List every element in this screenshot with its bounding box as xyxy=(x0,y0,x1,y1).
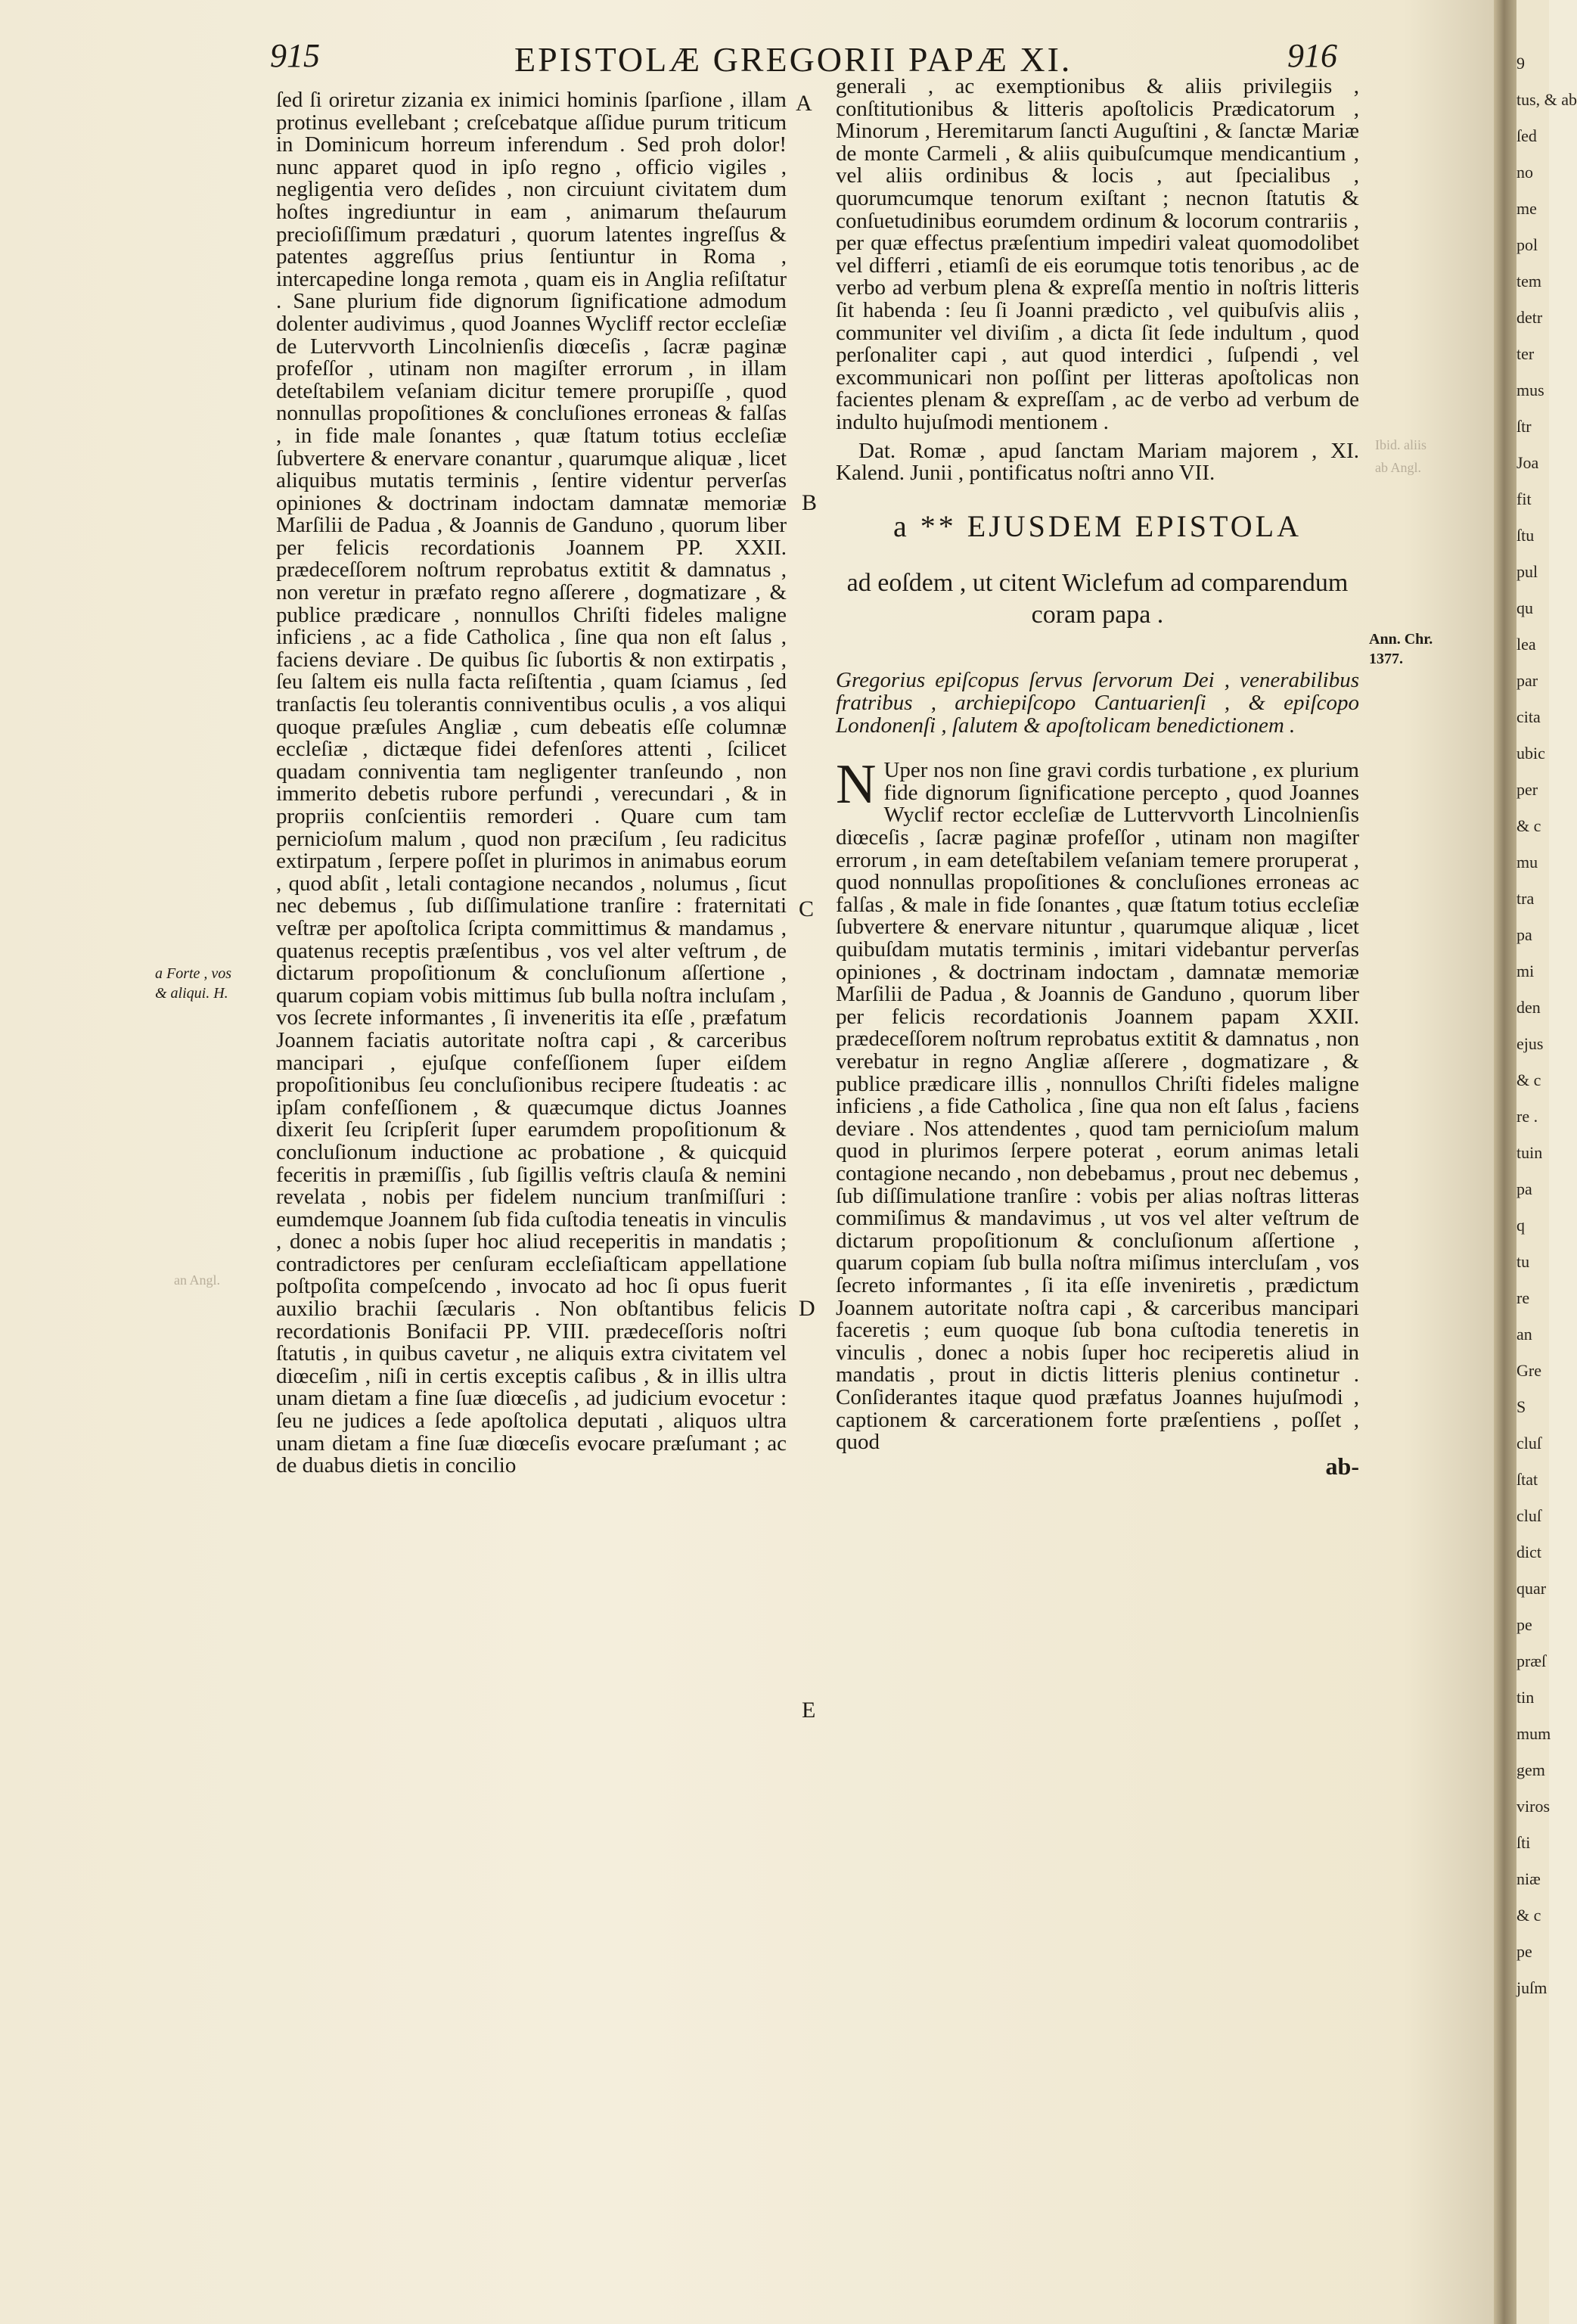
left-margin-note-line1: a Forte , vos xyxy=(155,965,232,982)
adjacent-page-fragment: re . xyxy=(1516,1107,1538,1126)
section-heading: a ** EJUSDEM EPISTOLA xyxy=(893,508,1302,543)
left-margin-note xyxy=(155,964,276,1003)
right-margin-note-line2: 1377. xyxy=(1369,651,1403,667)
adjacent-page-fragment: ubic xyxy=(1516,744,1545,763)
adjacent-page-fragment: pul xyxy=(1516,562,1538,581)
right-margin-note xyxy=(1369,629,1486,669)
right-column-text1: generali , ac exemptionibus & aliis privilegiis , conſtitutionibus & litteris apoſtolicis Prædicatorum , Minorum , Heremitarum ſancti Auguſtini , & ſanctæ Mariæ de monte Carmeli , & aliis quibuſcumque mendicantium , vel aliis ordinibus & locis , aut ſpecialibus , quorumcumque tenorum exiſtant ; necnon ſtatutis & conſuetudinibus eorumdem ordinum & locorum contrariis , per quæ effectus præſentium impediri valeat quomodolibet vel differri , etiamſi de eis eorumque totis tenoribus , ac de verbo ad verbum plena & expreſſa mentio in noſtris litteris ſit habenda : ſeu ſi Joanni prædicto , vel quibuſvis aliis , communiter vel diviſim , a dicta ſit ſede indultum , quod perſonaliter capi , aut quod interdici , ſuſpendi , vel excommunicari non poſſint per litteras apoſtolicas non facientes plenam & expreſſam , ac de verbo ad verbum de indulto hujuſmodi mentionem . xyxy=(836,74,1359,434)
adjacent-page-fragment: & c xyxy=(1516,1070,1541,1089)
adjacent-page-fragment: detr xyxy=(1516,308,1543,327)
letter-body-text: Uper nos non ſine gravi cordis turbatione , ex plurium fide dignorum ſignificatione percepto , quod Joannes Wyclif rector eccleſiæ de Luttervvorth Lincolnienſis diœceſis , ſacræ paginæ profeſſor , utinam non magiſter errorum , in eam deteſtabilem veſaniam temere proruperat , quod nonnullas propoſitiones & concluſiones erroneas ac falſas , & male in fide ſonantes , quæ ſtatum totius eccleſiæ ſubvertere & enervare nituntur , quarumque aliquæ , licet quibuſdam mutatis terminis , imitari videbantur perverſas opiniones , & doctrinam indoctam , damnatæ memoriæ Marſilii de Padua , & Joannis de Ganduno , quorum liber per felicis recordationis Joannem papam XXII. prædeceſſorem noſtrum reprobatus extitit & damnatus , non verebatur in regno Angliæ aſſerere , dogmatizare , & publice prædicare illis , nonnullos Chriſti fideles maligne inficiens , a fide Catholica , ſine qua non eſt ſalus , faciens deviare . Nos attendentes , quod tam pernicioſum malum quod in plurimos ſerpere poterat , eorum animas letali contagione necando , non debebamus , prout nec debemus , ſub diſſimulatione tranſire : vobis per alias noſtras litteras commiſimus & mandavimus , ut vos vel alter veſtrum de dictarum propoſitionum & concluſionum aſſertione , quarum copiam ſub bulla noſtra miſimus intercluſam , vos ſecreto informantes , ſi ita eſſe inveniretis , prædictum Joannem autoritate noſtra capi , & carceribus mancipari faceretis ; eum quoque ſub bona cuſtodia teneretis in vinculis , donec a nobis ſuper hoc reciperetis aliud in mandatis , prout in dictis litteris plenius continetur . Conſiderantes itaque quod præfatus Joannes hujuſmodi , captionem & carcerationem forte præſentiens , poſſet , quod xyxy=(836,758,1359,1455)
adjacent-page-fragment: 9 xyxy=(1516,54,1525,73)
adjacent-page-fragment: tin xyxy=(1516,1688,1535,1707)
adjacent-page-fragment: ſti xyxy=(1516,1833,1531,1852)
adjacent-page-fragment: quar xyxy=(1516,1579,1547,1598)
adjacent-page-fragment: cluſ xyxy=(1516,1506,1541,1525)
page-number-left: 915 xyxy=(270,37,320,74)
adjacent-page-fragment: tu xyxy=(1516,1252,1530,1271)
adjacent-page-fragment: præſ xyxy=(1516,1651,1547,1670)
adjacent-page-fragment: re xyxy=(1516,1288,1530,1307)
adjacent-page-fragment: qu xyxy=(1516,598,1533,617)
adjacent-page-fragment: tem xyxy=(1516,272,1541,290)
bleed-through-text-1: Ibid. aliis xyxy=(1375,437,1426,452)
bleed-through-text-3: an Angl. xyxy=(174,1272,220,1288)
page-number-right: 916 xyxy=(1287,37,1337,74)
adjacent-page-fragment: ter xyxy=(1516,344,1535,363)
adjacent-page-fragment: viros xyxy=(1516,1797,1550,1816)
adjacent-page-fragment: pe xyxy=(1516,1615,1532,1634)
right-margin-note-line1: Ann. Chr. xyxy=(1369,631,1433,648)
running-title: EPISTOLÆ GREGORII PAPÆ XI. xyxy=(514,40,1073,79)
adjacent-page-fragment: ſtr xyxy=(1516,417,1532,436)
adjacent-page-fragment: pe xyxy=(1516,1942,1532,1961)
adjacent-page-fragment: no xyxy=(1516,163,1533,182)
bleed-through-text-2: ab Angl. xyxy=(1375,460,1421,475)
adjacent-page-fragment: juſm xyxy=(1516,1978,1548,1997)
left-margin-note-line2: & aliqui. H. xyxy=(155,985,228,1002)
adjacent-page-fragment: me xyxy=(1516,199,1537,218)
adjacent-page-fragment: pa xyxy=(1516,1179,1532,1198)
adjacent-page-fragment: ejus xyxy=(1516,1034,1544,1053)
adjacent-page-fragment: mus xyxy=(1516,381,1544,399)
adjacent-page-fragment: tuin xyxy=(1516,1143,1543,1162)
column-letter-b: B xyxy=(802,490,818,515)
adjacent-page-fragment: fit xyxy=(1516,489,1532,508)
column-letter-c: C xyxy=(799,896,815,921)
book-gutter xyxy=(1494,0,1516,2324)
section-subheading: ad eoſdem , ut citent Wiclefum ad comparendum coram papa . xyxy=(846,569,1349,629)
catchword: ab- xyxy=(1325,1452,1359,1480)
adjacent-page-fragment: & c xyxy=(1516,816,1541,835)
adjacent-page-fragment: gem xyxy=(1516,1760,1545,1779)
adjacent-page-edge xyxy=(1516,0,1577,2324)
column-letter-a: A xyxy=(796,91,812,116)
adjacent-page-fragment: mum xyxy=(1516,1724,1551,1743)
adjacent-page-fragment: den xyxy=(1516,998,1541,1017)
adjacent-page-fragments xyxy=(1516,45,1577,2006)
adjacent-page-fragment: an xyxy=(1516,1325,1532,1344)
column-letter-d: D xyxy=(799,1296,815,1321)
adjacent-page-fragment: pol xyxy=(1516,235,1538,254)
adjacent-page-fragment: per xyxy=(1516,780,1538,799)
adjacent-page-fragment: & c xyxy=(1516,1906,1541,1925)
adjacent-page-fragment: niæ xyxy=(1516,1869,1541,1888)
adjacent-page-fragment: cita xyxy=(1516,707,1541,726)
right-text-column xyxy=(836,74,1359,1480)
adjacent-page-fragment: tra xyxy=(1516,889,1535,908)
adjacent-page-fragment: mi xyxy=(1516,962,1535,980)
dating-clause: Dat. Romæ , apud ſanctam Mariam majorem , XI. Kalend. Junii , pontificatus noſtri anno VII. xyxy=(836,438,1359,486)
adjacent-page-fragment: ſtu xyxy=(1516,526,1535,545)
adjacent-page-fragment: lea xyxy=(1516,635,1536,654)
adjacent-page-fragment: pa xyxy=(1516,925,1532,944)
adjacent-page-fragment: q xyxy=(1516,1216,1525,1235)
adjacent-page-fragment: mu xyxy=(1516,853,1538,872)
left-column-text: ſed ſi oriretur zizania ex inimici hominis ſparſione , illam protinus evellebant ; creſcebatque aſſidue purum triticum in Dominicum horreum inferendum . Sed proh dolor! nunc apparet quod in ipſo regno , officio vigiles , negligentia vero deſides , non circuiunt civitatem dum hoſtes ingrediuntur in eam , animarum theſaurum precioſiſſimum prædaturi , quorum latentes ingreſſus & patentes aggreſſus prius ſentiuntur in Roma , intercapedine longa remota , quam eis in Anglia reſiſtatur . Sane plurium fide dignorum ſignificatione admodum dolenter audivimus , quod Joannes Wycliff rector eccleſiæ de Lutervvorth Lincolnienſis diœceſis , ſacræ paginæ profeſſor , utinam non magiſter errorum , in illam deteſtabilem veſaniam dicitur temere prorupiſſe , quod nonnullas propoſitiones & concluſiones erroneas & falſas , in fide male ſonantes , quæ ſtatum totius eccleſiæ ſubvertere & enervare conantur , quarumque aliquæ , licet aliquibus mutatis terminis , ſentire videntur perverſas opiniones & doctrinam indoctam damnatæ memoriæ Marſilii de Padua , & Joannis de Ganduno , quorum liber per felicis recordationis Joannem PP. XXII. prædeceſſorem noſtrum reprobatus extitit & damnatus , non veretur in præfato regno aſſerere , dogmatizare , & publice prædicare , nonnullos Chriſti fideles maligne inficiens , ac a fide Catholica , ſine qua non eſt ſalus , faciens deviare . De quibus ſic ſubortis & non extirpatis , ſeu ſaltem eis nulla facta reſiſtentia , quam ſciamus , ſed tranſactis ſeu tolerantis conniventibus oculis , a vos aliqui quoque præſules Angliæ , cum debeatis eſſe columnæ eccleſiæ , dictæque fidei defenſores attenti , ſcilicet quadam conniventia tam negligenter tranſeundo , non immerito debetis rubore perfundi , verecundari , & in propriis conſcientiis remorderi . Quare cum tam pernicioſum malum , quod non præciſum , ſeu radicitus extirpatum , ſerpere poſſet in plurimos in animabus eorum , quod abſit , letali contagione necandos , nolumus , ſicut nec debemus , ſub diſſimulatione tranſire : fraternitati veſtræ per apoſtolica ſcripta committimus & mandamus , quatenus receptis præſentibus , vos vel alter veſtrum , de dictarum propoſitionum & concluſionum aſſertione , quarum copiam vobis mittimus ſub bulla noſtra incluſam , vos ſecrete informantes , ſi inveneritis ita eſſe , præfatum Joannem faciatis autoritate noſtra capi , & carceribus mancipari , ejuſque confeſſionem ſuper eiſdem propoſitionibus ſeu concluſionibus recipere ſtudeatis : ac ipſam confeſſionem , & quæcumque dictus Joannes dixerit ſeu ſcripſerit ſuper earumdem propoſitionum & concluſionum inductione ac probatione , & quicquid feceritis in præmiſſis , ſub ſigillis veſtris clauſa & nemini revelata , nobis per fidelem nuncium tranſmiſſuri : eumdemque Joannem ſub fida cuſtodia teneatis in vinculis , donec a nobis ſuper hoc aliud receperitis in mandatis ; contradictores per cenſuram eccleſiaſticam appellatione poſtpoſita compeſcendo , invocato ad hoc ſi opus fuerit auxilio brachii ſæcularis . Non obſtantibus felicis recordationis Bonifacii PP. VIII. prædeceſſoris noſtri ſtatutis , in quibus cavetur , ne aliquis extra civitatem vel diœceſim , niſi in certis exceptis caſibus , & in illis ultra unam dietam a fine ſuæ diœceſis , ad judicium evocetur : ſeu ne judices a ſede apoſtolica deputati , aliquos ultra unam dietam a fine ſuæ diœceſis evocare præſumant ; ac de duabus dietis in concilio xyxy=(276,88,787,1478)
adjacent-page-fragment: Joa xyxy=(1516,453,1539,472)
salutation-address: Gregorius epiſcopus ſervus ſervorum Dei , venerabilibus fratribus , archiepiſcopo Cantuarienſi , & epiſcopo Londonenſi , ſalutem & apoſtolicam benedictionem . xyxy=(836,668,1359,738)
adjacent-page-fragment: tus, & ab xyxy=(1516,90,1577,109)
adjacent-page-fragment: cluſ xyxy=(1516,1434,1541,1452)
column-letter-e: E xyxy=(802,1698,816,1723)
adjacent-page-fragment: dict xyxy=(1516,1543,1541,1561)
left-text-column xyxy=(276,89,787,1477)
adjacent-page-fragment: ſed xyxy=(1516,126,1537,145)
drop-cap: N xyxy=(836,753,877,816)
letter-body xyxy=(836,753,1359,1455)
adjacent-page-fragment: par xyxy=(1516,671,1538,690)
adjacent-page-fragment: Gre xyxy=(1516,1361,1541,1380)
adjacent-page-fragment: S xyxy=(1516,1397,1526,1416)
adjacent-page-fragment: ſtat xyxy=(1516,1470,1538,1489)
